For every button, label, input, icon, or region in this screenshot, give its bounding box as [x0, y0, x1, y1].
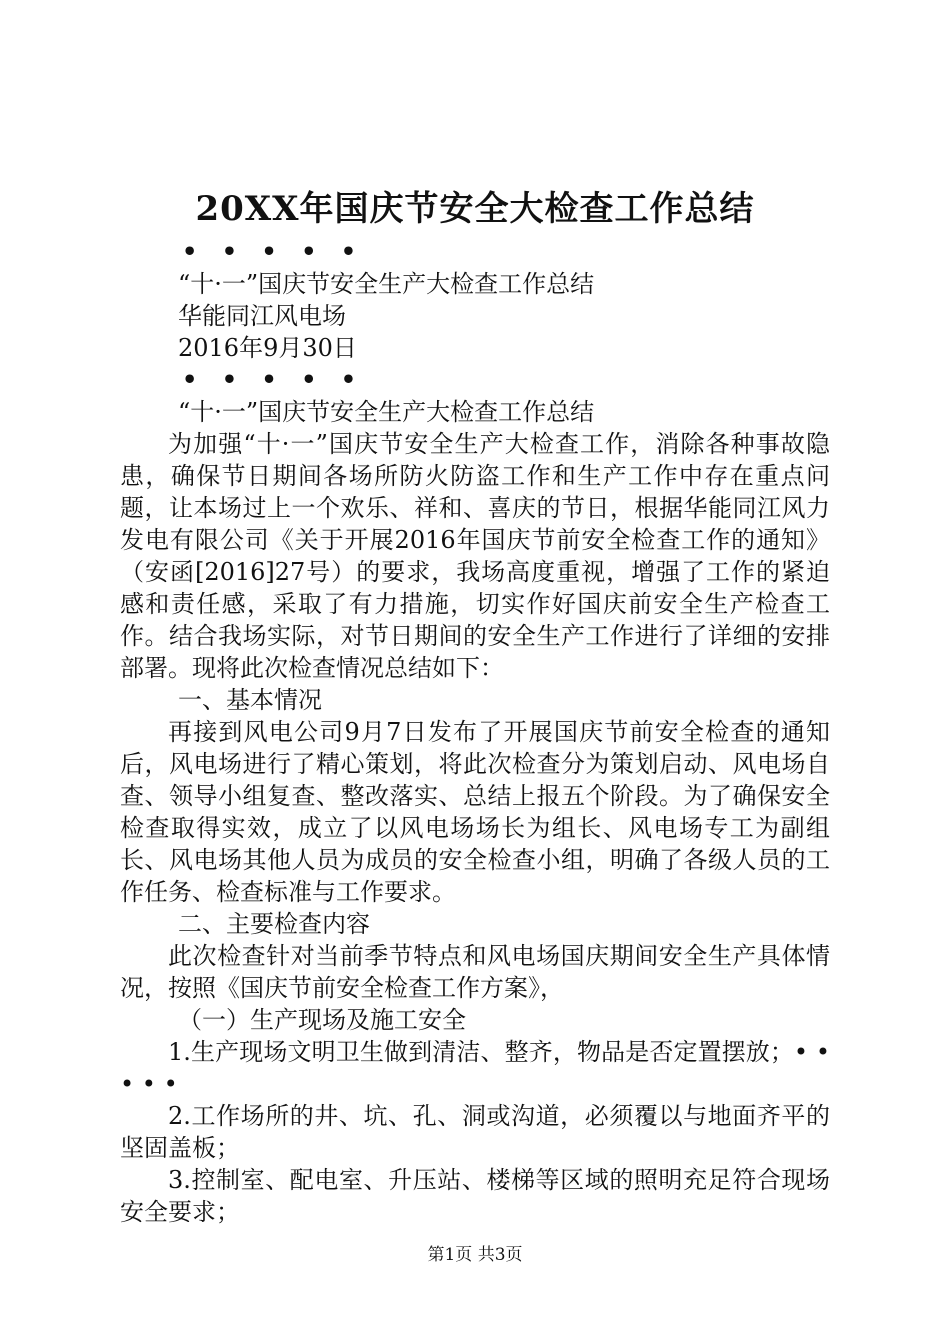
document-title: 20XX年国庆节安全大检查工作总结 — [195, 189, 755, 229]
organization-name: 华能同江风电场 — [178, 302, 346, 330]
bullet-dots: • • • • • — [182, 365, 365, 394]
section-heading-content: 二、主要检查内容 — [178, 910, 370, 938]
section-heading-basic: 一、基本情况 — [178, 686, 322, 714]
list-item: 1.生产现场文明卫生做到清洁、整齐，物品是否定置摆放；• • • • • — [120, 1038, 830, 1098]
bullet-dots: • • • • • — [182, 237, 365, 266]
section-paragraph-content: 此次检查针对当前季节特点和风电场国庆期间安全生产具体情况，按照《国庆节前安全检查工作方案》， — [120, 942, 830, 1002]
page-footer: 第1页 共3页 — [427, 1245, 523, 1265]
subsection-heading: （一）生产现场及施工安全 — [178, 1006, 466, 1034]
subtitle-1: “十·一”国庆节安全生产大检查工作总结 — [178, 270, 595, 298]
intro-paragraph: 为加强“十·一”国庆节安全生产大检查工作，消除各种事故隐患，确保节日期间各场所防火防盗工作和生产工作中存在重点问题，让本场过上一个欢乐、祥和、喜庆的节日，根据华能同江风力发电有限公司《关于开展2016年国庆节前安全检查工作的通知》（安函[2016]27号）的要求，我场高度重视，增强了工作的紧迫感和责任感，采取了有力措施，切实作好国庆前安全生产检查工作。结合我场实际，对节日期间的安全生产工作进行了详细的安排部署。现将此次检查情况总结如下： — [120, 430, 830, 682]
list-item: 3.控制室、配电室、升压站、楼梯等区域的照明充足符合现场安全要求； — [120, 1166, 830, 1226]
subtitle-2: “十·一”国庆节安全生产大检查工作总结 — [178, 398, 595, 426]
document-date: 2016年9月30日 — [178, 334, 357, 362]
section-paragraph-basic: 再接到风电公司9月7日发布了开展国庆节前安全检查的通知后，风电场进行了精心策划，将此次检查分为策划启动、风电场自查、领导小组复查、整改落实、总结上报五个阶段。为了确保安全检查取得实效，成立了以风电场场长为组长、风电场专工为副组长、风电场其他人员为成员的安全检查小组，明确了各级人员的工作任务、检查标准与工作要求。 — [120, 718, 830, 906]
list-item: 2.工作场所的井、坑、孔、洞或沟道，必须覆以与地面齐平的坚固盖板； — [120, 1102, 830, 1162]
document-body — [120, 236, 830, 1228]
